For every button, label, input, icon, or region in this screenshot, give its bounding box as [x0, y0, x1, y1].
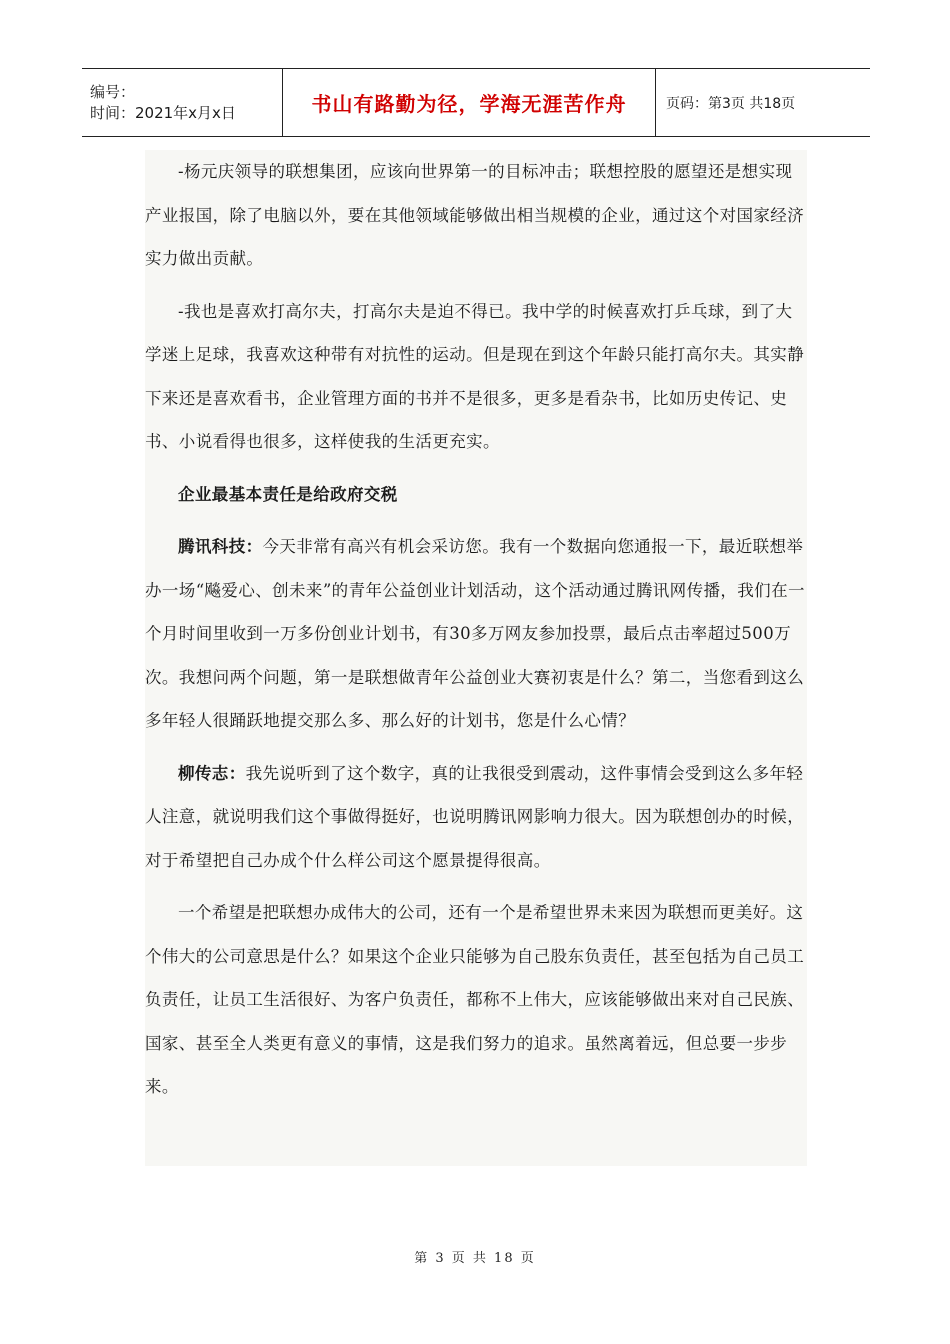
section-heading: 企业最基本责任是给政府交税: [178, 484, 398, 504]
paragraph-5: 一个希望是把联想办成伟大的公司，还有一个是希望世界未来因为联想而更美好。这个伟大的公司意思是什么？如果这个企业只能够为自己股东负责任，甚至包括为自己员工负责任，让员工生活很好、为客户负责任，都称不上伟大，应该能够做出来对自己民族、国家、甚至全人类更有意义的事情，这是我们努力的追求。虽然离着远，但总要一步步来。: [145, 903, 805, 1096]
number-label: 编号：: [90, 82, 136, 101]
page-label: 页码：第3页 共18页: [666, 95, 796, 112]
motto-text: 书山有路勤为径，学海无涯苦作舟: [311, 92, 627, 116]
date-label: 时间：2021年x月x日: [90, 103, 236, 122]
paragraph-2: -我也是喜欢打高尔夫，打高尔夫是迫不得已。我中学的时候喜欢打乒乓球，到了大学迷上足球，我喜欢这种带有对抗性的运动。但是现在到这个年龄只能打高尔夫。其实静下来还是喜欢看书，企业管理方面的书并不是很多，更多是看杂书，比如历史传记、史书、小说看得也很多，这样使我的生活更充实。: [145, 301, 805, 451]
speaker-liu: 柳传志：: [178, 763, 246, 783]
document-body: [145, 150, 807, 1166]
footer-page-number: 第 3 页 共 18 页: [414, 1251, 536, 1266]
question-text: 今天非常有高兴有机会采访您。我有一个数据向您通报一下，最近联想举办一场“飚爱心、创未来”的青年公益创业计划活动，这个活动通过腾讯网传播，我们在一个月时间里收到一万多份创业计划书，有30多万网友参加投票，最后点击率超过500万次。我想问两个问题，第一是联想做青年公益创业大赛初衷是什么？第二，当您看到这么多年轻人很踊跃地提交那么多、那么好的计划书，您是什么心情？: [145, 537, 805, 730]
paragraph-1: -杨元庆领导的联想集团，应该向世界第一的目标冲击；联想控股的愿望还是想实现产业报国，除了电脑以外，要在其他领域能够做出相当规模的企业，通过这个对国家经济实力做出贡献。: [145, 162, 805, 268]
header-page-info: [656, 69, 870, 136]
header-meta: [82, 69, 282, 136]
paragraph-interview-answer: [145, 752, 807, 883]
paragraph-interview-question: [145, 525, 807, 743]
speaker-tencent: 腾讯科技：: [178, 537, 263, 556]
document-header: [82, 68, 870, 137]
page-footer: [0, 1247, 950, 1266]
header-motto: [282, 69, 656, 136]
answer-text: 我先说听到了这个数字，真的让我很受到震动，这件事情会受到这么多年轻人注意，就说明我们这个事做得挺好，也说明腾讯网影响力很大。因为联想创办的时候，对于希望把自己办成个什么样公司这个愿景提得很高。: [145, 763, 805, 870]
